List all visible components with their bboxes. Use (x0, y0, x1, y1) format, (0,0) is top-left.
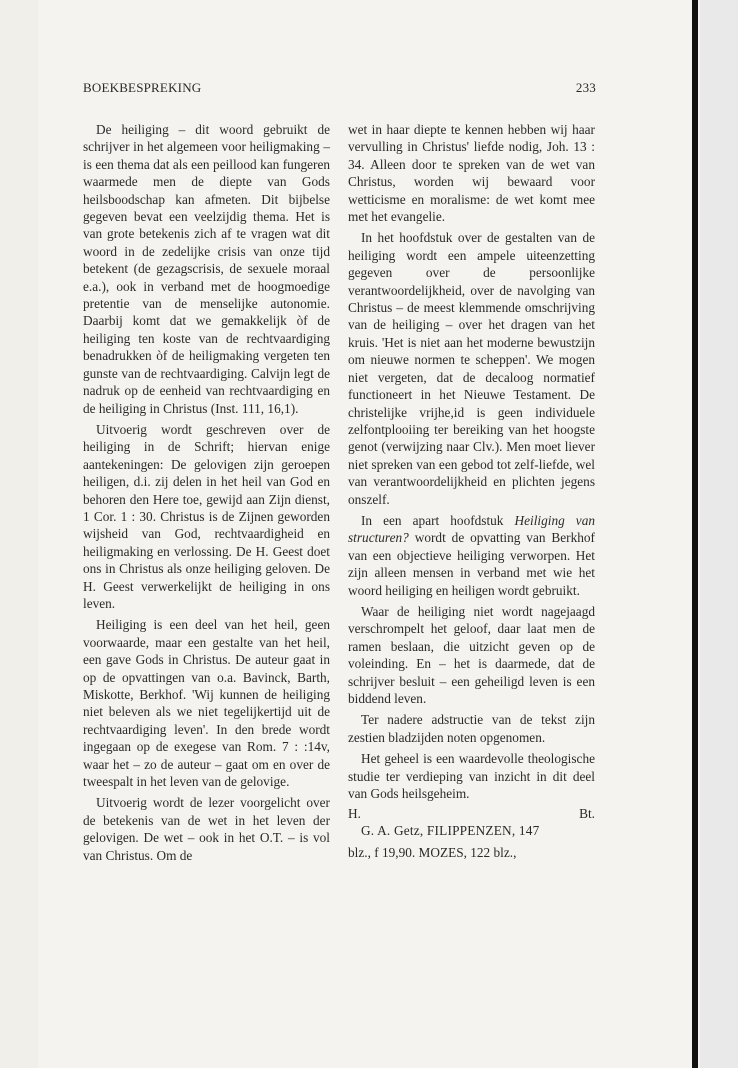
next-review-heading-cont: blz., f 19,90. MOZES, 122 blz., (348, 844, 517, 860)
paragraph (348, 512, 595, 599)
signature-initial: H. (348, 806, 361, 822)
section-title: BOEKBESPREKING (83, 80, 202, 95)
paragraph: Uitvoerig wordt de lezer voorgelicht over de betekenis van de wet in het leven der gelovigen. De wet – ook in het O.T. – is vol van Christus. Om de (83, 795, 330, 863)
signature (348, 805, 595, 822)
paragraph: Ter nadere adstructie van de tekst zijn zestien bladzijden noten opgenomen. (348, 712, 595, 745)
left-column (83, 121, 330, 864)
paragraph: Heiliging is een deel van het heil, geen voorwaarde, maar een gestalte van het heil, een gave Gods in Christus. De auteur gaat in op de opvattingen van o.a. Bavinck, Barth, Miskotte, Berkhof. 'Wij kunnen de heiliging niet beleven als we niet tegelijkertijd uit de rechtvaardiging leven'. In den brede wordt ingegaan op de exegese van Rom. 7 : :14v, waar het – zo de auteur – gaat om en over de tweespalt in het leven van de gelovige. (83, 617, 330, 790)
review-title-line: G. A. Getz, FILIPPENZEN, 147 (361, 823, 540, 839)
text-run: wordt de opvatting van Berkhof van een objectieve heiliging verworpen. Het zijn alleen mensen in verband met wie het woord heiliging en heiligen wordt gebruikt. (348, 530, 595, 598)
page-edge (0, 0, 38, 1068)
paragraph-continuation: wet in haar diepte te kennen hebben wij haar vervulling in Christus' liefde nodig, Joh. 13 : 34. Alleen door te spreken van de wet van Christus, worden wij bewaard voor wetticisme en moralisme: de wet komt mee met het evangelie. (348, 122, 595, 225)
paragraph: Uitvoerig wordt geschreven over de heiliging in de Schrift; hiervan enige aantekeningen: De gelovigen zijn geroepen heiligen, d.i. zij delen in het heil van God en behoren den Here toe, gewijd aan Zijn dienst, 1 Cor. 1 : 30. Christus is de Zijnen geworden wijsheid van God, rechtvaardigheid en heiligmaking en verlossing. De H. Geest doet ons in Christus als onze heiliging geloven. De H. Geest verwerkelijkt de heiliging in ons leven. (83, 421, 330, 611)
paragraph: De heiliging – dit woord gebruikt de schrijver in het algemeen voor heiligmaking – is een thema dat als een peillood kan fungeren waarmede men de diepte van Gods heilsboodschap kan afmeten. Dit bijbelse gegeven bevat een veelzijdig thema. Het is van grote betekenis zich af te vragen wat dit woord in de zedelijke crisis van onze tijd betekent (de gezagscrisis, de sexuele moraal e.a.), ook in verband met de hoogmoedige pretentie van de menselijke autonomie. Daarbij komt dat we gemakkelijk òf de heiliging ten koste van de rechtvaardiging benadrukken òf de heiligmaking vergeten ten gunste van de rechtvaardiging. Calvijn legt de nadruk op de eenheid van rechtvaardiging en de heiliging in Christus (Inst. 111, 16,1). (83, 122, 330, 416)
paragraph: Het geheel is een waardevolle theologische studie ter verdieping van inzicht in dit deel van Gods heilsgeheim. (348, 751, 595, 802)
paragraph: In het hoofdstuk over de gestalten van de heiliging wordt een ampele uiteenzetting gegeven over de persoonlijke verantwoordelijkheid, over de navolging van Christus – de meest klemmende omschrijving van de heiliging – over het dragen van het kruis. 'Het is niet aan het moderne bewustzijn om nieuwe normen te scheppen'. We mogen niet vergeten, dat de decaloog normatief functioneert in het Nieuwe Testament. De christelijke vrijhe,id is geen individuele zelfontplooiing ter bereiking van het hoogste genot (verwijzing naar Clv.). Men moet liever niet spreken van een gebod tot zelf-liefde, wel van verantwoordelijkheid en plichten jegens onszelf. (348, 230, 595, 507)
next-review-heading (348, 822, 595, 839)
page-number: 233 (575, 80, 596, 95)
text-run: In een apart hoofdstuk (361, 512, 515, 528)
chapter-title: Heiliging van structuren? (348, 512, 595, 546)
book-spine (692, 0, 698, 1068)
paragraph: Waar de heiliging niet wordt nagejaagd verschrompelt het geloof, daar laat men de ramen beslaan, die uitzicht geven op de voleinding. En – het is daarmede, dat de schrijver besluit – een geheiligd leven is een biddend leven. (348, 603, 595, 706)
signature-author: Bt. (579, 806, 595, 822)
right-column (348, 121, 595, 861)
